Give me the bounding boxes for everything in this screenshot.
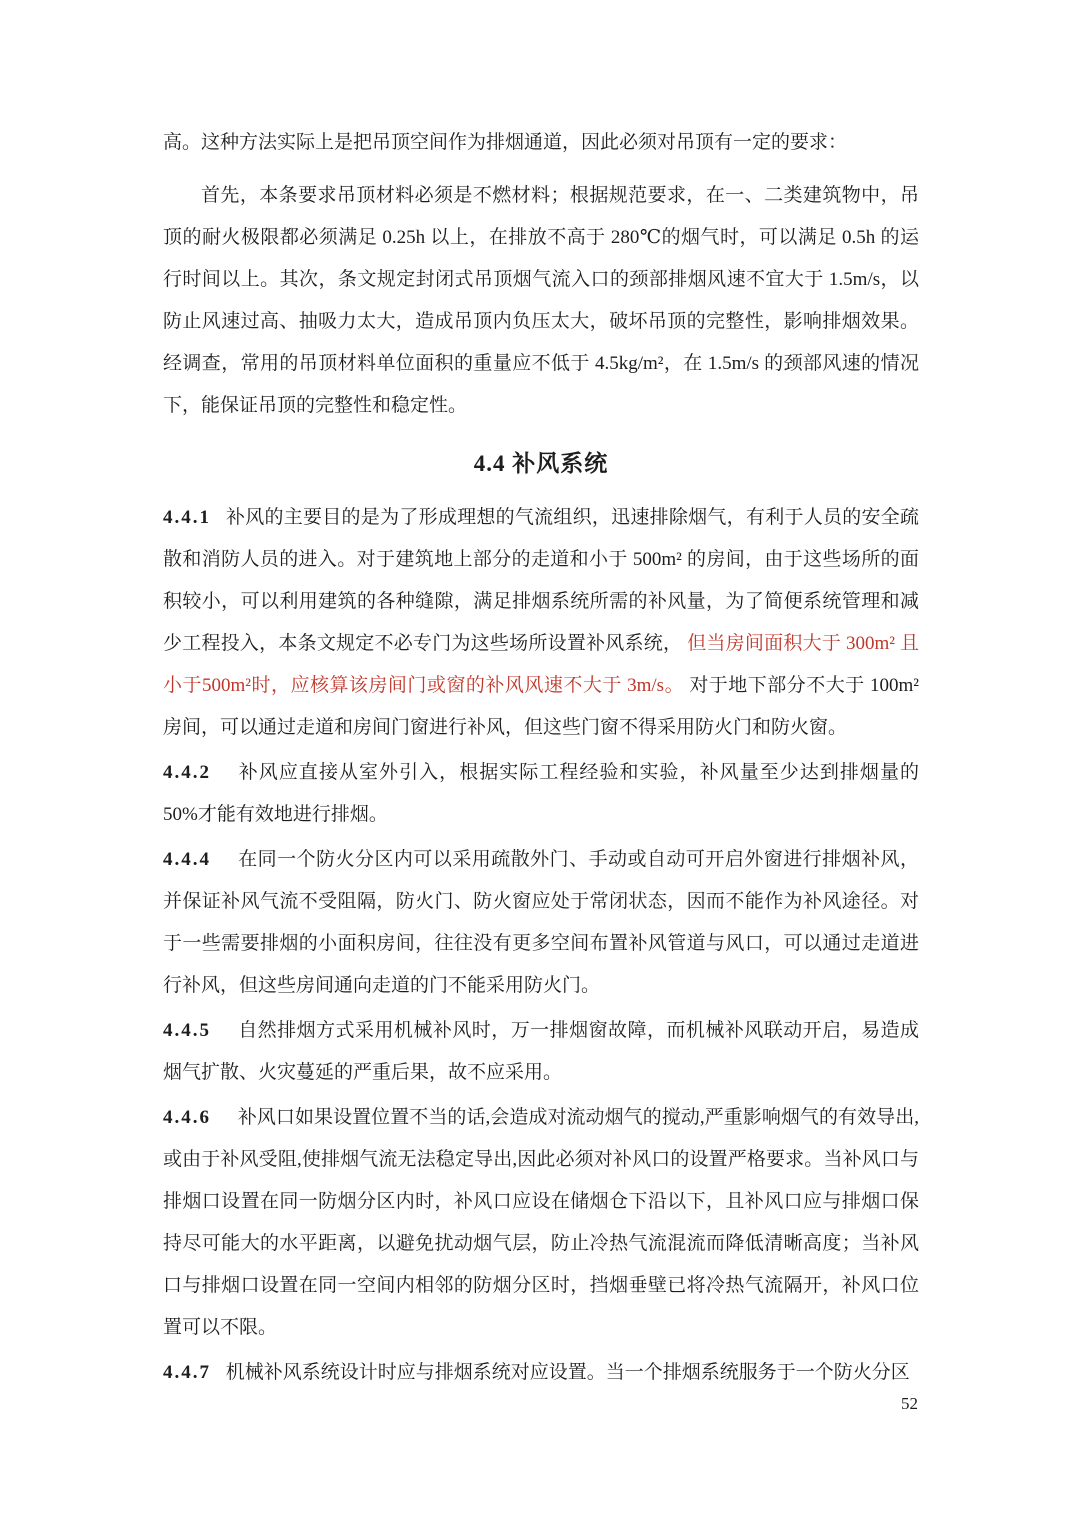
intro-continuation-text: 高。这种方法实际上是把吊顶空间作为排烟通道，因此必须对吊顶有一定的要求： <box>163 132 848 153</box>
clause-4-4-4-text: 在同一个防火分区内可以采用疏散外门、手动或自动可开启外窗进行排烟补风，并保证补风气流不受阻隔，防火门、防火窗应处于常闭状态，因而不能作为补风途径。对于一些需要排烟的小面积房间，往往没有更多空间布置补风管道与风口，可以通过走道进行补风，但这些房间通向走道的门不能采用防火门。 <box>163 849 919 996</box>
clause-4-4-1-red-emphasis: 但当房间面积大于 300m² 且小于500m²时，应核算该房间门或窗的补风风速不大于 3m/s。 <box>163 633 919 696</box>
page-number: 52 <box>901 1394 918 1413</box>
clause-4-4-1-text-continued: 对于地下部分不大于 100m²房间，可以通过走道和房间门窗进行补风，但这些门窗不得采用防火门和防火窗。 <box>163 675 919 738</box>
clause-4-4-7-text: 机械补风系统设计时应与排烟系统对应设置。当一个排烟系统服务于一个防火分区 <box>225 1362 910 1383</box>
clause-4-4-5-text: 自然排烟方式采用机械补风时，万一排烟窗故障，而机械补风联动开启，易造成烟气扩散、火灾蔓延的严重后果，故不应采用。 <box>163 1020 919 1083</box>
section-heading-4-4: 4.4 补风系统 <box>473 451 609 476</box>
intro-paragraph-continuation <box>163 122 919 164</box>
clause-4-4-2-text: 补风应直接从室外引入，根据实际工程经验和实验，补风量至少达到排烟量的 50%才能有效地进行排烟。 <box>163 762 919 825</box>
clause-4-4-6-text: 补风口如果设置位置不当的话,会造成对流动烟气的搅动,严重影响烟气的有效导出,或由于补风受阻,使排烟气流无法稳定导出,因此必须对补风口的设置严格要求。当补风口与排烟口设置在同一防烟分区内时，补风口应设在储烟仓下沿以下，且补风口应与排烟口保持尽可能大的水平距离，以避免扰动烟气层，防止冷热气流混流而降低清晰高度；当补风口与排烟口设置在同一空间内相邻的防烟分区时，挡烟垂壁已将冷热气流隔开，补风口位置可以不限。 <box>163 1107 919 1338</box>
document-page-body <box>163 122 919 1397</box>
intro-paragraph <box>163 175 919 427</box>
clause-4-4-4 <box>163 839 919 1007</box>
clause-4-4-5-number: 4.4.5 <box>163 1020 211 1041</box>
clause-4-4-1 <box>163 497 919 749</box>
clause-4-4-5 <box>163 1010 919 1094</box>
clause-4-4-2-number: 4.4.2 <box>163 762 211 783</box>
clause-4-4-1-text: 补风的主要目的是为了形成理想的气流组织，迅速排除烟气，有利于人员的安全疏散和消防人员的进入。对于建筑地上部分的走道和小于 500m² 的房间，由于这些场所的面积较小，可以利用建筑的各种缝隙，满足排烟系统所需的补风量，为了简便系统管理和减少工程投入，本条文规定不必专门为这些场所设置补风系统， <box>163 507 919 654</box>
intro-paragraph-text: 首先，本条要求吊顶材料必须是不燃材料；根据规范要求，在一、二类建筑物中，吊顶的耐火极限都必须满足 0.25h 以上，在排放不高于 280℃的烟气时，可以满足 0.5h 的运行时间以上。其次，条文规定封闭式吊顶烟气流入口的颈部排烟风速不宜大于 1.5m/s，以防止风速过高、抽吸力太大，造成吊顶内负压太大，破坏吊顶的完整性，影响排烟效果。经调查，常用的吊顶材料单位面积的重量应不低于 4.5kg/m²，在 1.5m/s 的颈部风速的情况下，能保证吊顶的完整性和稳定性。 <box>163 185 919 416</box>
clause-4-4-6 <box>163 1097 919 1349</box>
clause-4-4-4-number: 4.4.4 <box>163 849 211 870</box>
clause-4-4-7 <box>163 1352 919 1394</box>
clause-4-4-6-number: 4.4.6 <box>163 1107 211 1128</box>
clause-4-4-1-number: 4.4.1 <box>163 507 211 528</box>
clause-4-4-2 <box>163 752 919 836</box>
clause-4-4-7-number: 4.4.7 <box>163 1362 211 1383</box>
